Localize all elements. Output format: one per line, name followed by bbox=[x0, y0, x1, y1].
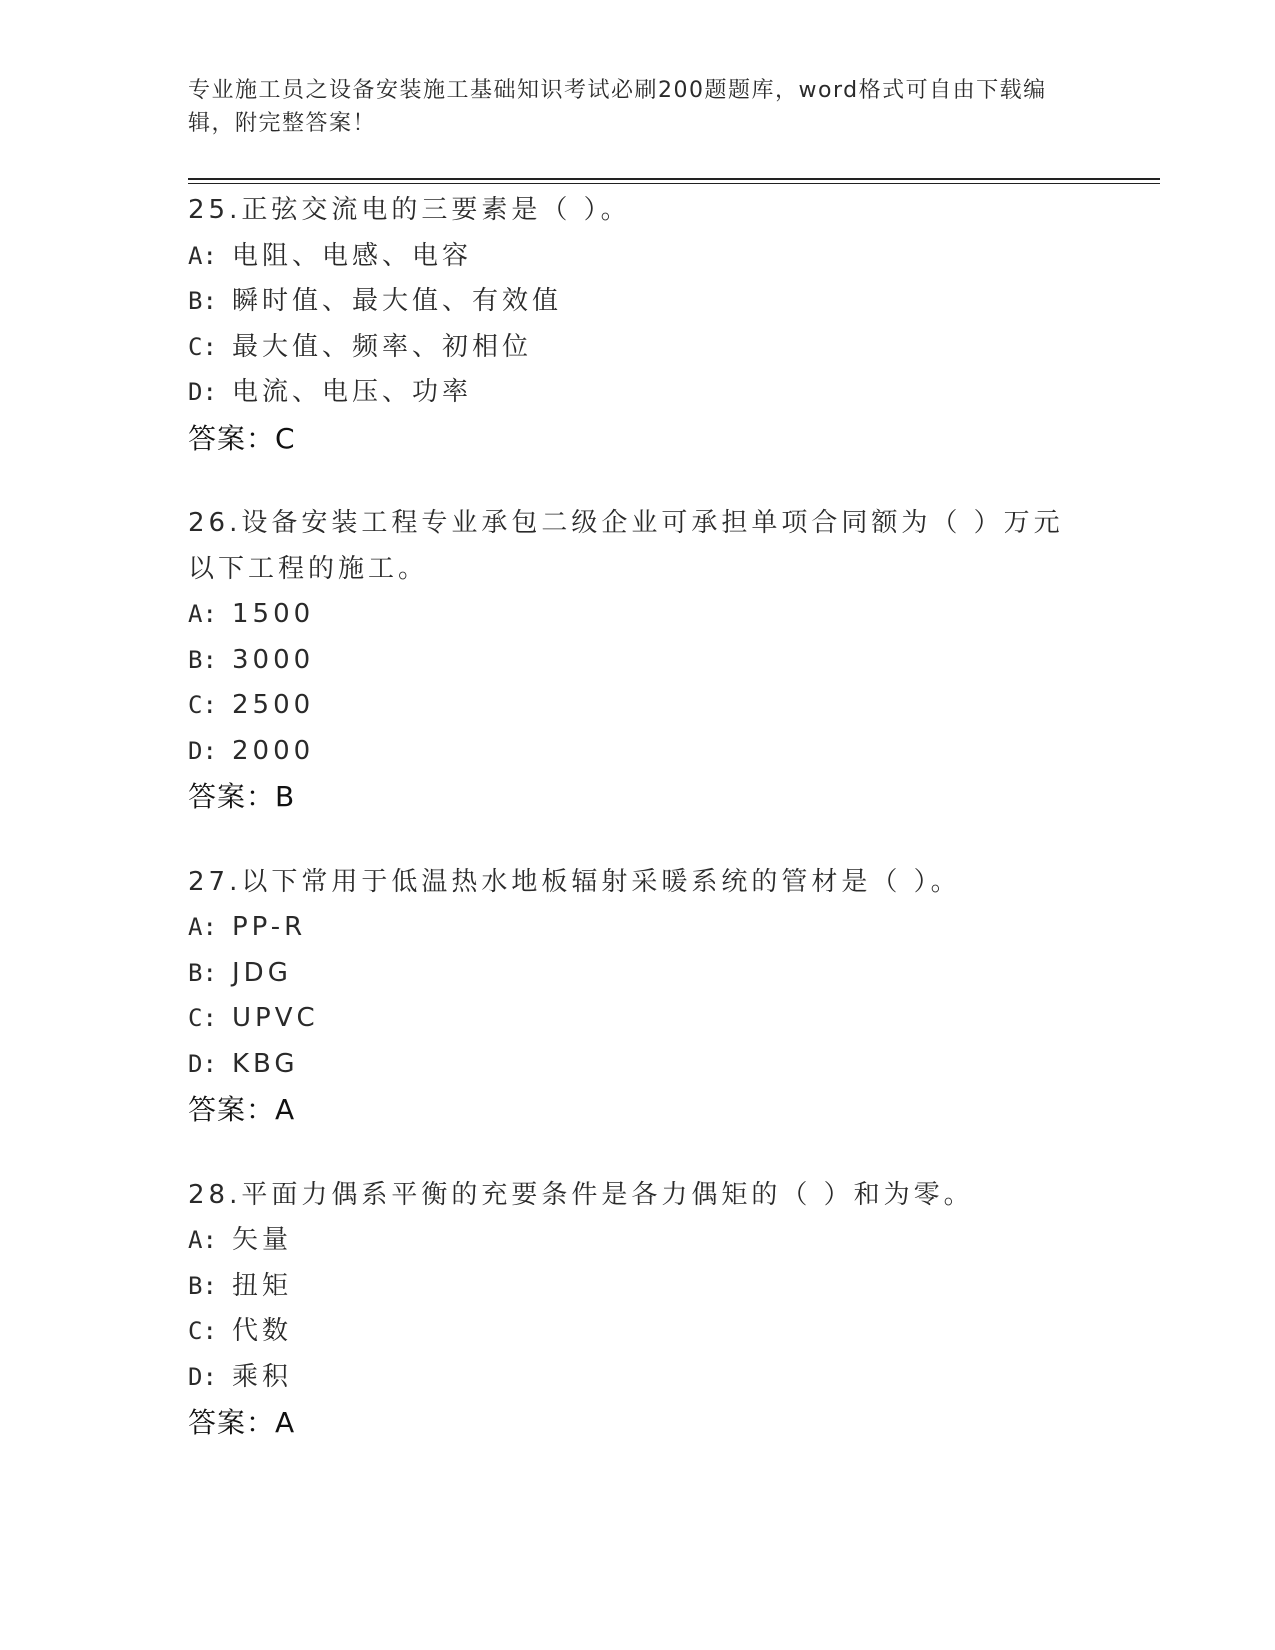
question-text: 26.设备安装工程专业承包二级企业可承担单项合同额为（ ）万元以下工程的施工。 bbox=[188, 508, 1064, 584]
question-text: 25.正弦交流电的三要素是（ ）。 bbox=[188, 195, 631, 225]
option-letter: B: bbox=[188, 645, 217, 674]
option-letter: D: bbox=[188, 1362, 217, 1391]
option-text: 最大值、频率、初相位 bbox=[232, 331, 533, 362]
option-text: UPVC bbox=[232, 1003, 319, 1033]
option-d bbox=[188, 729, 1088, 775]
option-text: PP-R bbox=[232, 912, 307, 942]
option-text: 瞬时值、最大值、有效值 bbox=[232, 286, 563, 316]
question-list bbox=[188, 188, 1088, 1486]
option-text: 1500 bbox=[232, 599, 315, 629]
question-25 bbox=[188, 188, 1088, 461]
option-letter: C: bbox=[188, 1004, 217, 1032]
option-c bbox=[188, 325, 1088, 371]
option-text: 2500 bbox=[232, 690, 315, 720]
option-b bbox=[188, 638, 1088, 684]
option-text: 2000 bbox=[232, 735, 315, 766]
option-d bbox=[188, 1355, 1088, 1401]
question-28 bbox=[188, 1173, 1088, 1446]
option-text: 3000 bbox=[232, 644, 315, 675]
option-a bbox=[188, 234, 1088, 280]
option-c bbox=[188, 683, 1088, 729]
option-text: 代数 bbox=[232, 1316, 293, 1346]
option-letter: D: bbox=[188, 378, 217, 406]
option-letter: A: bbox=[188, 600, 217, 628]
question-text: 27.以下常用于低温热水地板辐射采暖系统的管材是（ ）。 bbox=[188, 866, 961, 897]
question-27 bbox=[188, 860, 1088, 1133]
option-letter: B: bbox=[188, 958, 217, 987]
option-letter: A: bbox=[188, 1226, 217, 1254]
question-26 bbox=[188, 501, 1088, 820]
answer-line: 答案：A bbox=[188, 1093, 296, 1126]
option-text: 电流、电压、功率 bbox=[232, 377, 473, 407]
option-d bbox=[188, 370, 1088, 416]
option-text: 乘积 bbox=[232, 1361, 293, 1392]
option-letter: A: bbox=[188, 913, 217, 941]
option-text: 矢量 bbox=[232, 1225, 293, 1255]
option-letter: D: bbox=[188, 736, 217, 765]
option-c bbox=[188, 996, 1088, 1042]
option-b bbox=[188, 951, 1088, 997]
option-a bbox=[188, 592, 1088, 638]
option-a bbox=[188, 905, 1088, 951]
option-letter: A: bbox=[188, 241, 217, 270]
option-a bbox=[188, 1218, 1088, 1264]
option-b bbox=[188, 1264, 1088, 1310]
option-letter: B: bbox=[188, 287, 217, 315]
option-b bbox=[188, 279, 1088, 325]
header-divider-thick bbox=[188, 178, 1160, 180]
option-text: JDG bbox=[232, 957, 292, 988]
question-text: 28.平面力偶系平衡的充要条件是各力偶矩的（ ）和为零。 bbox=[188, 1179, 974, 1210]
option-letter: B: bbox=[188, 1271, 217, 1300]
option-text: 电阻、电感、电容 bbox=[232, 240, 473, 271]
answer-line: 答案：C bbox=[188, 421, 296, 455]
option-letter: D: bbox=[188, 1049, 217, 1078]
answer-line: 答案：B bbox=[188, 780, 296, 813]
option-text: 扭矩 bbox=[232, 1270, 293, 1301]
option-letter: C: bbox=[188, 332, 217, 361]
answer-line: 答案：A bbox=[188, 1406, 296, 1439]
option-letter: C: bbox=[188, 691, 217, 719]
option-c bbox=[188, 1309, 1088, 1355]
option-d bbox=[188, 1042, 1088, 1088]
option-text: KBG bbox=[232, 1048, 299, 1079]
header-divider-thin bbox=[188, 183, 1160, 184]
document-title: 专业施工员之设备安装施工基础知识考试必刷200题题库，word格式可自由下载编辑，附完整答案！ bbox=[188, 78, 1047, 136]
option-letter: C: bbox=[188, 1317, 217, 1345]
